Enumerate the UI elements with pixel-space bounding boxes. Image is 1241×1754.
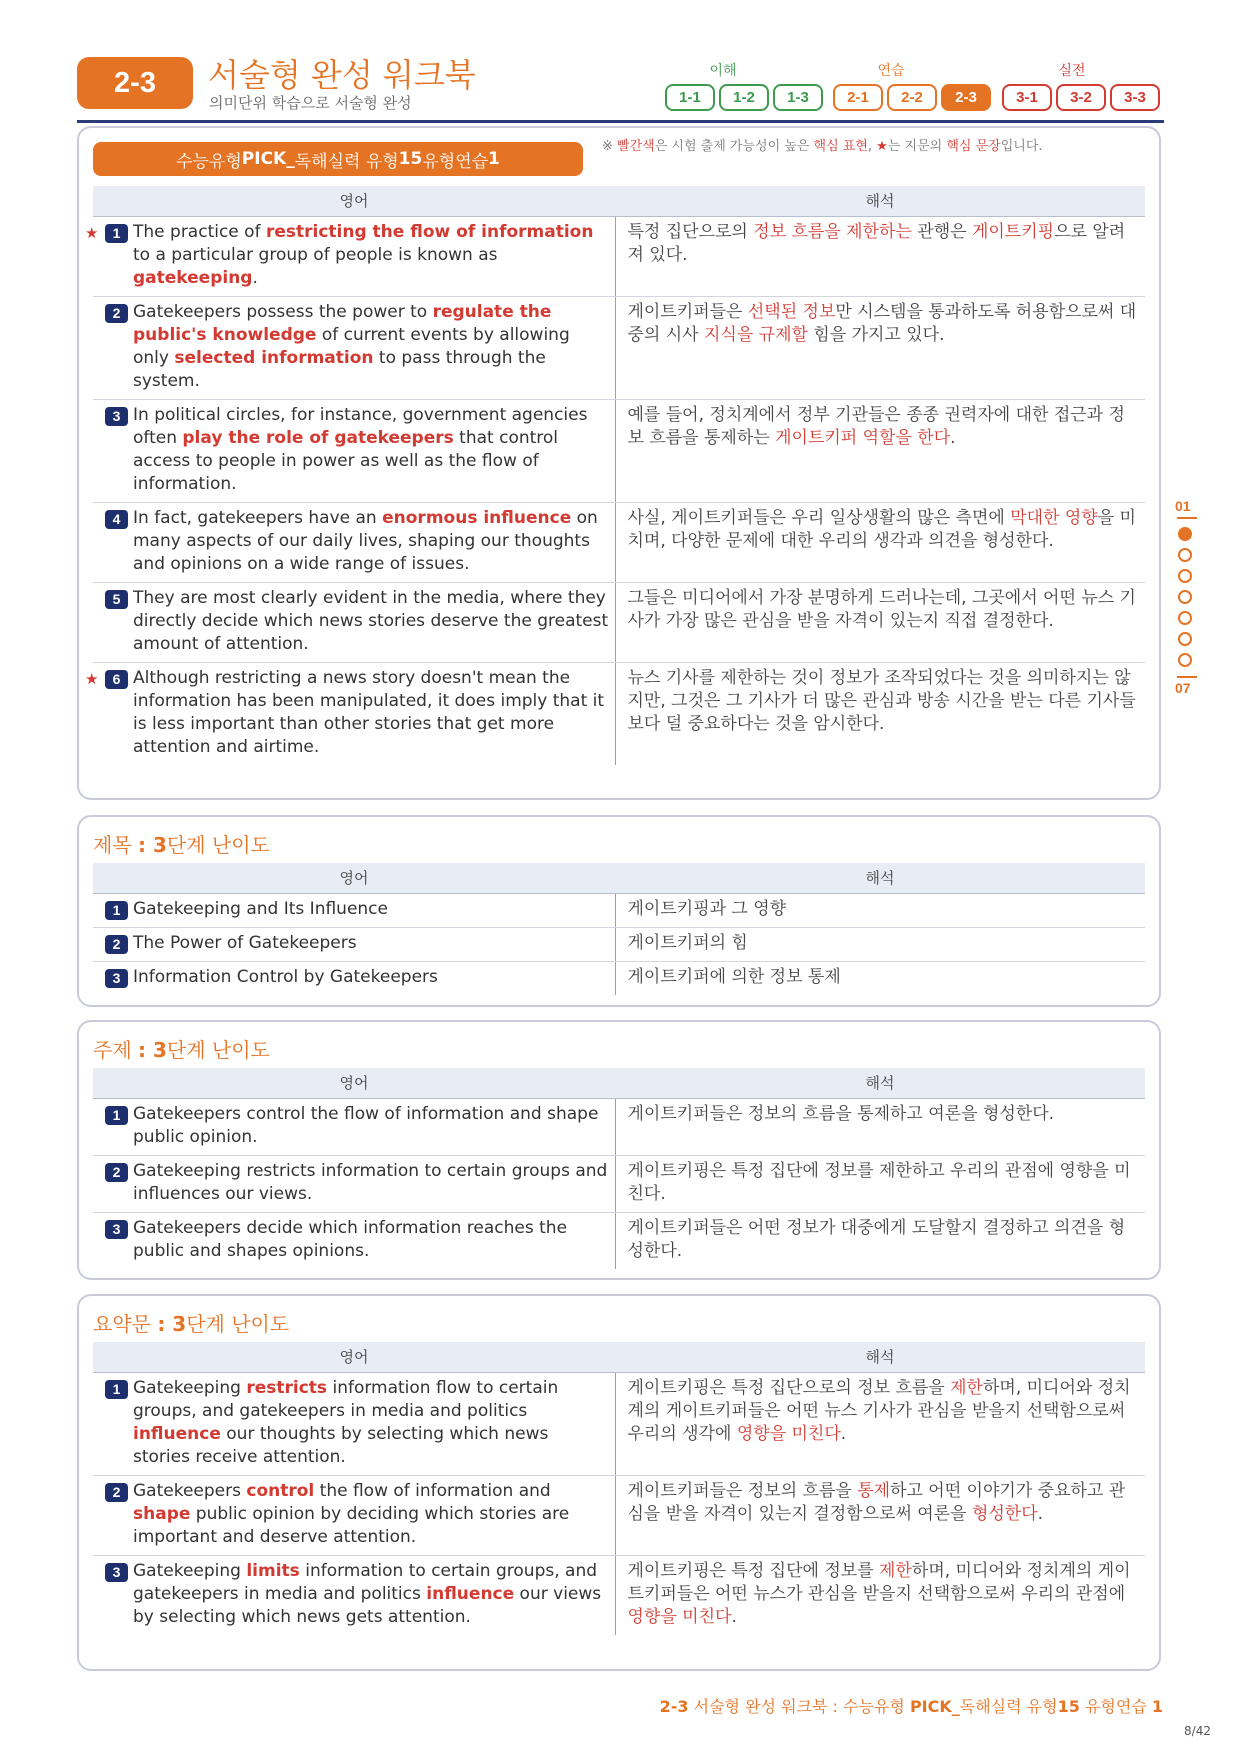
korean-text: 게이트키핑은 특정 집단에 정보를 제한하고 우리의 관점에 영향을 미친다.: [627, 1160, 1131, 1204]
key-expression: restricts: [246, 1377, 328, 1398]
key-expression: regulate the public's knowledge: [133, 301, 552, 345]
passage-panel: [77, 126, 1161, 800]
column-header-english: 영어: [93, 186, 615, 216]
column-header-korean: 해석: [615, 1068, 1145, 1098]
key-expression: 게이트키퍼 역할을 한다: [775, 427, 951, 448]
key-expression: enormous influence: [382, 507, 572, 528]
text-segment: to a particular group of people is known as: [133, 244, 498, 265]
progress-dot[interactable]: [1178, 548, 1192, 562]
text-segment: 하며, 미디어와 정치계의 게이트키퍼들은 어떤 뉴스 기사가 관심을 받을지 선택함으로써 우리의 생각에: [627, 1377, 1131, 1444]
step-group-label-practice: 연습: [877, 63, 905, 79]
sentence-number: 3: [105, 407, 128, 426]
option-number: 3: [105, 969, 128, 988]
text-segment: 그들은 미디어에서 가장 분명하게 드러나는데, 그곳에서 어떤 뉴스 기사가 가장 많은 관심을 받을 자격이 있는지 직접 결정한다.: [627, 587, 1136, 631]
text-segment: our views by selecting which news gets attention.: [133, 1583, 602, 1627]
text-segment: 힘을 가지고 있다.: [807, 324, 945, 345]
progress-bottom-rule: [1177, 676, 1197, 678]
sentence-number: 4: [105, 510, 128, 529]
sentence-number: 2: [105, 304, 128, 323]
step-1-2[interactable]: 1-2: [719, 84, 769, 111]
english-text: Gatekeeping and Its Influence: [133, 898, 388, 919]
text-segment: 게이트키퍼들은 정보의 흐름을: [627, 1480, 858, 1501]
text-segment: our thoughts by selecting which news stories receive attention.: [133, 1423, 549, 1467]
table-row: [93, 296, 1145, 399]
english-text: Gatekeepers decide which information reaches the public and shapes opinions.: [133, 1217, 568, 1261]
text-segment: that control access to people in power as well as the flow of information.: [133, 427, 559, 494]
sentence-number: 1: [105, 224, 128, 243]
column-header-korean: 해석: [615, 186, 1145, 216]
summary-panel: [77, 1294, 1161, 1671]
table-row: [93, 1098, 1145, 1155]
table-row: [93, 1212, 1145, 1269]
step-group-label-real: 실전: [1058, 63, 1086, 79]
step-3-3[interactable]: 3-3: [1110, 84, 1160, 111]
progress-dot[interactable]: [1178, 590, 1192, 604]
text-segment: 게이트키핑은 특정 집단으로의 정보 흐름을: [627, 1377, 951, 1398]
option-number: 1: [105, 1106, 128, 1125]
table-row: [93, 893, 1145, 927]
translation-cell: [615, 1372, 1145, 1475]
footer-caption: 2-3 서술형 완성 워크북 : 수능유형 PICK_독해실력 유형15 유형연습 1: [659, 1697, 1163, 1716]
legend-note: ※ 빨간색은 시험 출제 가능성이 높은 핵심 표현, ★는 지문의 핵심 문장입니다.: [602, 139, 1043, 154]
summary-table: [93, 1342, 1145, 1635]
section-title-title: 제목 : 3단계 난이도: [93, 833, 270, 857]
option-number: 2: [105, 1163, 128, 1182]
key-expression: 게이트키핑: [971, 221, 1055, 242]
text-segment: 게이트키핑은 특정 집단에 정보를: [627, 1560, 880, 1581]
passage-table: [85, 186, 1145, 765]
key-expression: shape: [133, 1503, 191, 1524]
column-header-korean: 해석: [615, 1342, 1145, 1372]
progress-dot[interactable]: [1178, 569, 1192, 583]
text-segment: .: [950, 427, 956, 448]
badge-suffix: 유형연습: [422, 151, 489, 172]
key-expression: 통제: [857, 1480, 891, 1501]
title-table: [93, 863, 1145, 995]
step-3-2[interactable]: 3-2: [1056, 84, 1106, 111]
text-segment: 만 시스템을 통과하도록 허용함으로써 대중의 시사: [627, 301, 1137, 345]
text-segment: on many aspects of our daily lives, shaping our thoughts and opinions on a wide range of issues.: [133, 507, 598, 574]
text-segment: 사실, 게이트키퍼들은 우리 일상생활의 많은 측면에: [627, 507, 1011, 528]
english-text: The Power of Gatekeepers: [133, 932, 357, 953]
step-2-3[interactable]: 2-3: [941, 84, 991, 111]
option-number: 1: [105, 901, 128, 920]
section-title-summary: 요약문 : 3단계 난이도: [93, 1312, 290, 1336]
key-expression: restricting the flow of information: [265, 221, 594, 242]
key-expression: 막대한 영향: [1010, 507, 1098, 528]
text-segment: 특정 집단으로의: [627, 221, 754, 242]
translation-cell: [615, 502, 1145, 582]
english-text: Information Control by Gatekeepers: [133, 966, 438, 987]
table-row: [93, 216, 1145, 296]
key-expression: selected information: [174, 347, 374, 368]
key-expression: 선택된 정보: [747, 301, 836, 322]
key-expression: 형성한다: [971, 1503, 1038, 1524]
column-header-english: 영어: [93, 1342, 615, 1372]
text-segment: 하며, 미디어와 정치계의 게이트키퍼들은 어떤 뉴스가 관심을 받을지 선택함으로써 우리의 관점에: [627, 1560, 1131, 1604]
table-row: [93, 1555, 1145, 1635]
key-expression: 영향을 미친다: [736, 1423, 841, 1444]
column-header-english: 영어: [93, 1068, 615, 1098]
text-segment: Gatekeeping: [133, 1377, 247, 1398]
badge-pick: PICK_: [241, 149, 295, 169]
key-sentence-star-icon: ★: [85, 223, 99, 242]
text-segment: 하고 어떤 이야기가 중요하고 관심을 받을 자격이 있는지 결정함으로써 여론을: [627, 1480, 1126, 1524]
text-segment: 으로 알려져 있다.: [627, 221, 1126, 265]
section-code-badge: 2-3: [77, 57, 193, 109]
text-segment: Although restricting a news story doesn't mean the information has been manipulated, it does imply that it is less important than other stories that get more attention and airtime.: [133, 667, 605, 757]
text-segment: Gatekeepers: [133, 1480, 247, 1501]
table-row: [93, 662, 1145, 765]
korean-text: 게이트키퍼의 힘: [627, 932, 748, 953]
progress-dot[interactable]: [1178, 527, 1192, 541]
key-expression: control: [246, 1480, 315, 1501]
progress-end-label: 07: [1175, 680, 1191, 696]
badge-prefix: 수능유형: [176, 151, 242, 172]
progress-top-rule: [1177, 517, 1197, 519]
translation-cell: [615, 216, 1145, 296]
step-group-label-understand: 이해: [709, 63, 737, 79]
text-segment: information to certain groups, and gatekeepers in media and politics: [133, 1560, 598, 1604]
english-text: Gatekeeping restricts information to certain groups and influences our views.: [133, 1160, 608, 1204]
key-sentence-star-icon: ★: [85, 669, 99, 688]
key-expression: influence: [426, 1583, 515, 1604]
step-2-1[interactable]: 2-1: [833, 84, 883, 111]
header-divider: [77, 120, 1164, 123]
text-segment: of current events by allowing only: [133, 324, 570, 368]
translation-cell: [615, 296, 1145, 399]
korean-text: 게이트키퍼들은 정보의 흐름을 통제하고 여론을 형성한다.: [627, 1103, 1055, 1124]
page-title: 서술형 완성 워크북: [208, 56, 476, 94]
progress-dot[interactable]: [1178, 632, 1192, 646]
key-expression: 제한: [879, 1560, 912, 1581]
step-2-2[interactable]: 2-2: [887, 84, 937, 111]
table-row: [93, 1372, 1145, 1475]
key-expression: 영향을 미친다: [627, 1606, 732, 1627]
table-row: [93, 961, 1145, 995]
topic-panel: [77, 1020, 1161, 1280]
text-segment: .: [1037, 1503, 1044, 1524]
text-segment: 뉴스 기사를 제한하는 것이 정보가 조작되었다는 것을 의미하지는 않지만, 그것은 그 기사가 더 많은 관심과 방송 시간을 받는 다른 기사들보다 덜 중요하다는 것을 암시한다.: [627, 667, 1136, 734]
text-segment: 예를 들어, 정치계에서 정부 기관들은 종종 권력자에 대한 접근과 정보 흐름을 통제하는: [627, 404, 1125, 448]
text-segment: In political circles, for instance, government agencies often: [133, 404, 588, 448]
translation-cell: [615, 1475, 1145, 1555]
text-segment: 관행은: [911, 221, 972, 242]
column-header-english: 영어: [93, 863, 615, 893]
option-number: 3: [105, 1563, 128, 1582]
text-segment: Gatekeepers possess the power to: [133, 301, 433, 322]
page-number: 8/42: [1184, 1724, 1211, 1738]
option-number: 3: [105, 1220, 128, 1239]
section-title-topic: 주제 : 3단계 난이도: [93, 1038, 270, 1062]
page-subtitle: 의미단위 학습으로 서술형 완성: [209, 94, 412, 112]
option-number: 2: [105, 1483, 128, 1502]
badge-num: 15: [398, 149, 423, 169]
option-number: 1: [105, 1380, 128, 1399]
sentence-number: 6: [105, 670, 128, 689]
table-row: [93, 502, 1145, 582]
progress-dot[interactable]: [1178, 611, 1192, 625]
text-segment: public opinion by deciding which stories are important and deserve attention.: [133, 1503, 570, 1547]
key-expression: 제한: [950, 1377, 983, 1398]
topic-table: [93, 1068, 1145, 1269]
text-segment: The practice of: [133, 221, 266, 242]
translation-cell: [615, 399, 1145, 502]
option-number: 2: [105, 935, 128, 954]
table-row: [93, 927, 1145, 961]
key-expression: 정보 흐름을 제한하는: [753, 221, 912, 242]
step-1-3[interactable]: 1-3: [773, 84, 823, 111]
translation-cell: [615, 582, 1145, 662]
korean-text: 게이트키핑과 그 영향: [627, 898, 787, 919]
step-1-1[interactable]: 1-1: [665, 84, 715, 111]
key-expression: influence: [133, 1423, 221, 1444]
title-panel: [77, 815, 1161, 1007]
text-segment: In fact, gatekeepers have an: [133, 507, 383, 528]
english-text: Gatekeepers control the flow of information and shape public opinion.: [133, 1103, 599, 1147]
korean-text: 게이트키퍼에 의한 정보 통제: [627, 966, 841, 987]
text-segment: to pass through the system.: [133, 347, 546, 391]
sentence-number: 5: [105, 590, 128, 609]
table-row: [93, 582, 1145, 662]
progress-start-label: 01: [1175, 498, 1191, 514]
column-header-korean: 해석: [615, 863, 1145, 893]
text-segment: the flow of information and: [314, 1480, 551, 1501]
key-expression: play the role of gatekeepers: [182, 427, 454, 448]
badge-n: 1: [488, 149, 500, 169]
table-row: [93, 1155, 1145, 1212]
text-segment: Gatekeeping: [133, 1560, 247, 1581]
badge-mid: 독해실력 유형: [294, 151, 399, 172]
text-segment: information flow to certain groups, and gatekeepers in media and politics: [133, 1377, 559, 1421]
text-segment: They are most clearly evident in the media, where they directly decide which news stories deserve the greatest amount of attention.: [133, 587, 609, 654]
key-expression: 지식을 규제할: [704, 324, 808, 345]
progress-dot[interactable]: [1178, 653, 1192, 667]
text-segment: 게이트키퍼들은: [627, 301, 748, 322]
translation-cell: [615, 1555, 1145, 1635]
exercise-badge: [93, 142, 583, 176]
korean-text: 게이트키퍼들은 어떤 정보가 대중에게 도달할지 결정하고 의견을 형성한다.: [627, 1217, 1126, 1261]
text-segment: .: [840, 1423, 847, 1444]
translation-cell: [615, 662, 1145, 765]
table-row: [93, 1475, 1145, 1555]
key-expression: limits: [246, 1560, 300, 1581]
text-segment: 을 미치며, 다양한 문제에 대한 우리의 생각과 의견을 형성한다.: [627, 507, 1136, 551]
text-segment: .: [252, 267, 258, 288]
key-expression: gatekeeping: [133, 267, 253, 288]
table-row: [93, 399, 1145, 502]
step-3-1[interactable]: 3-1: [1002, 84, 1052, 111]
text-segment: .: [731, 1606, 737, 1627]
